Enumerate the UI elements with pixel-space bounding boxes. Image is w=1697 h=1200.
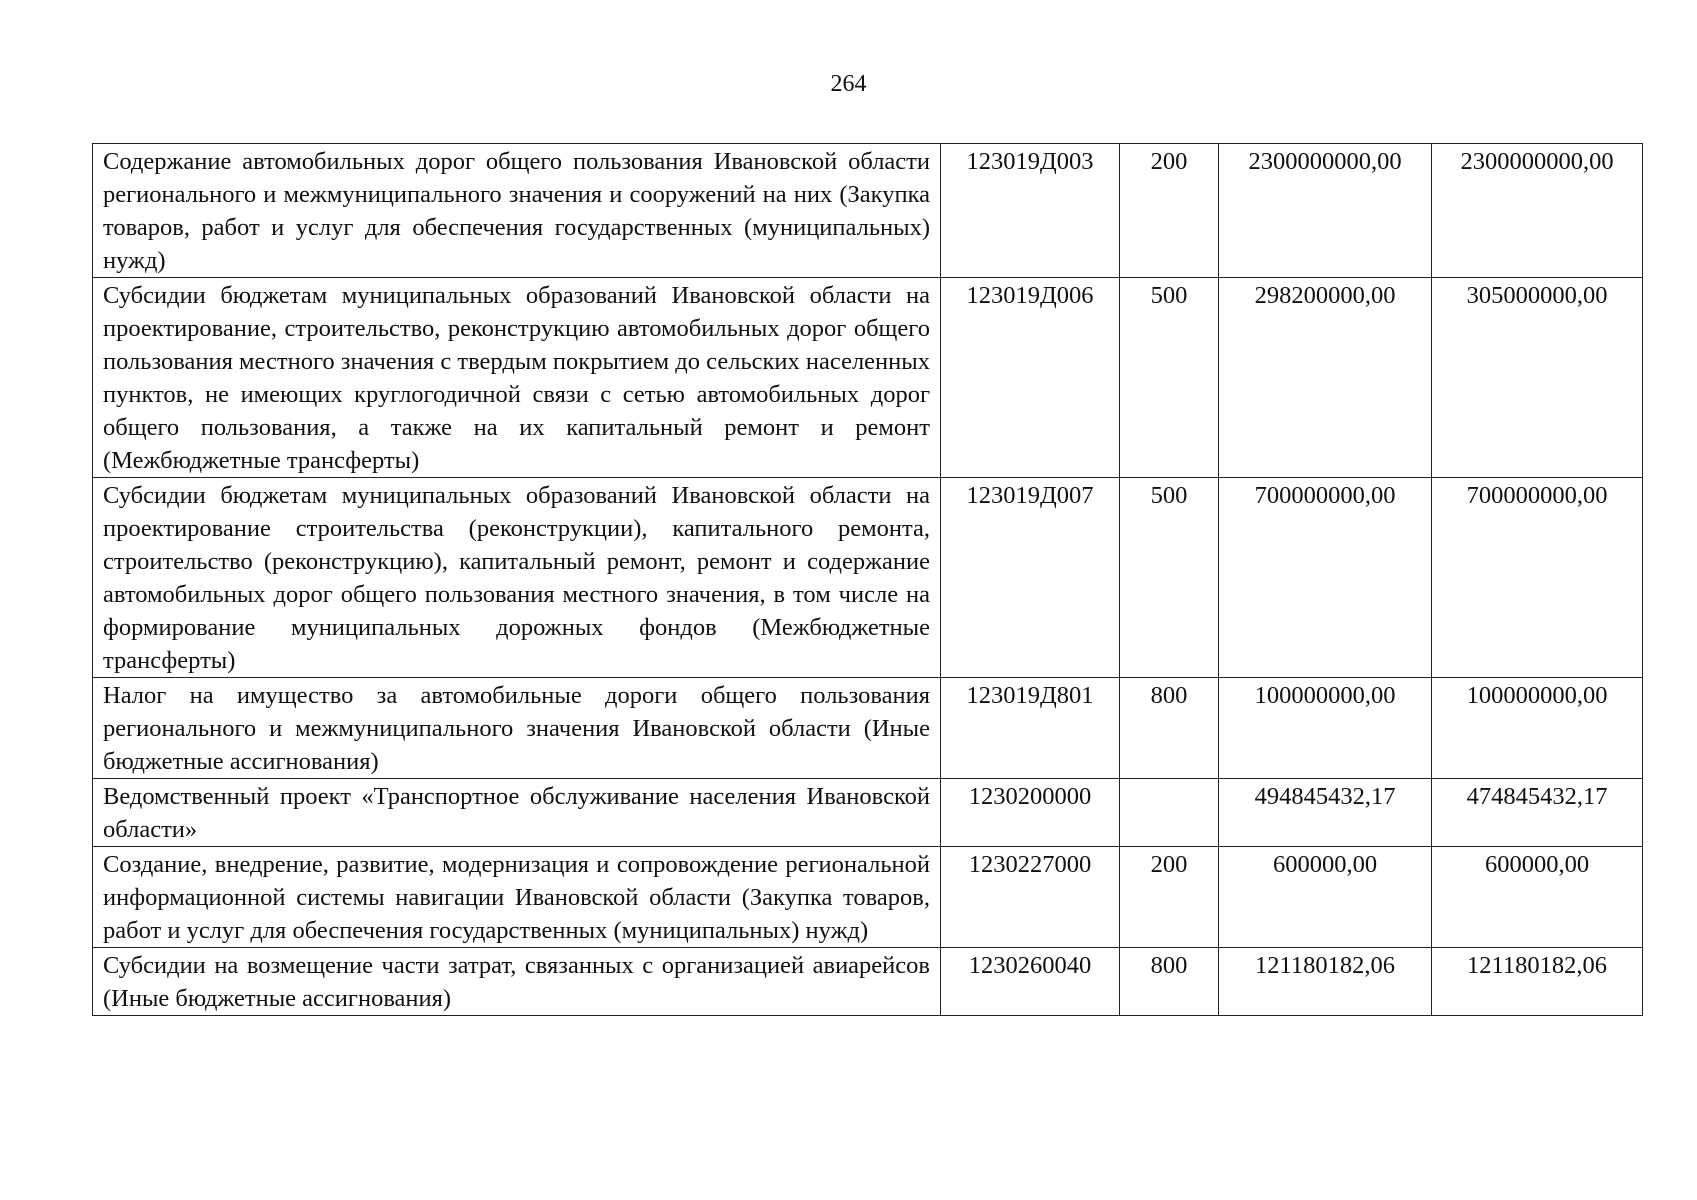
target-code-cell: 123019Д003 bbox=[941, 144, 1120, 278]
amount-first-year-cell: 600000,00 bbox=[1219, 847, 1432, 948]
expense-type-cell: 200 bbox=[1120, 847, 1219, 948]
page-number: 264 bbox=[830, 71, 867, 97]
expense-name-cell: Налог на имущество за автомобильные дороги общего пользования регионального и межмуниципального значения Ивановской области (Иные бюджетные ассигнования) bbox=[93, 678, 941, 779]
target-code-cell: 123019Д801 bbox=[941, 678, 1120, 779]
expense-name-cell: Субсидии бюджетам муниципальных образований Ивановской области на проектирование, строительство, реконструкцию автомобильных дорог общего пользования местного значения с твердым покрытием до сельских населенных пунктов, не имеющих круглогодичной связи с сетью автомобильных дорог общего пользования, а также на их капитальный ремонт и ремонт (Межбюджетные трансферты) bbox=[93, 278, 941, 478]
table-row bbox=[93, 847, 1643, 948]
amount-first-year-cell: 100000000,00 bbox=[1219, 678, 1432, 779]
amount-second-year-cell: 474845432,17 bbox=[1432, 779, 1643, 847]
table-row bbox=[93, 678, 1643, 779]
amount-second-year-cell: 121180182,06 bbox=[1432, 948, 1643, 1016]
amount-second-year-cell: 2300000000,00 bbox=[1432, 144, 1643, 278]
table-row bbox=[93, 144, 1643, 278]
expense-type-cell: 500 bbox=[1120, 478, 1219, 678]
table-row bbox=[93, 278, 1643, 478]
expense-type-cell: 500 bbox=[1120, 278, 1219, 478]
table-row bbox=[93, 779, 1643, 847]
expense-name-cell: Субсидии на возмещение части затрат, связанных с организацией авиарейсов (Иные бюджетные ассигнования) bbox=[93, 948, 941, 1016]
amount-second-year-cell: 700000000,00 bbox=[1432, 478, 1643, 678]
amount-first-year-cell: 2300000000,00 bbox=[1219, 144, 1432, 278]
target-code-cell: 1230200000 bbox=[941, 779, 1120, 847]
budget-table bbox=[92, 143, 1643, 1016]
expense-name-cell: Содержание автомобильных дорог общего пользования Ивановской области регионального и межмуниципального значения и сооружений на них (Закупка товаров, работ и услуг для обеспечения государственных (муниципальных) нужд) bbox=[93, 144, 941, 278]
expense-type-cell: 200 bbox=[1120, 144, 1219, 278]
table-row bbox=[93, 478, 1643, 678]
amount-second-year-cell: 305000000,00 bbox=[1432, 278, 1643, 478]
amount-second-year-cell: 600000,00 bbox=[1432, 847, 1643, 948]
amount-second-year-cell: 100000000,00 bbox=[1432, 678, 1643, 779]
target-code-cell: 1230260040 bbox=[941, 948, 1120, 1016]
expense-name-cell: Субсидии бюджетам муниципальных образований Ивановской области на проектирование строительства (реконструкции), капитального ремонта, строительство (реконструкцию), капитальный ремонт, ремонт и содержание автомобильных дорог общего пользования местного значения, в том числе на формирование муниципальных дорожных фондов (Межбюджетные трансферты) bbox=[93, 478, 941, 678]
target-code-cell: 1230227000 bbox=[941, 847, 1120, 948]
amount-first-year-cell: 494845432,17 bbox=[1219, 779, 1432, 847]
amount-first-year-cell: 700000000,00 bbox=[1219, 478, 1432, 678]
expense-name-cell: Ведомственный проект «Транспортное обслуживание населения Ивановской области» bbox=[93, 779, 941, 847]
target-code-cell: 123019Д006 bbox=[941, 278, 1120, 478]
table-row bbox=[93, 948, 1643, 1016]
target-code-cell: 123019Д007 bbox=[941, 478, 1120, 678]
expense-type-cell: 800 bbox=[1120, 678, 1219, 779]
amount-first-year-cell: 298200000,00 bbox=[1219, 278, 1432, 478]
expense-type-cell bbox=[1120, 779, 1219, 847]
expense-type-cell: 800 bbox=[1120, 948, 1219, 1016]
amount-first-year-cell: 121180182,06 bbox=[1219, 948, 1432, 1016]
expense-name-cell: Создание, внедрение, развитие, модернизация и сопровождение региональной информационной системы навигации Ивановской области (Закупка товаров, работ и услуг для обеспечения государственных (муниципальных) нужд) bbox=[93, 847, 941, 948]
